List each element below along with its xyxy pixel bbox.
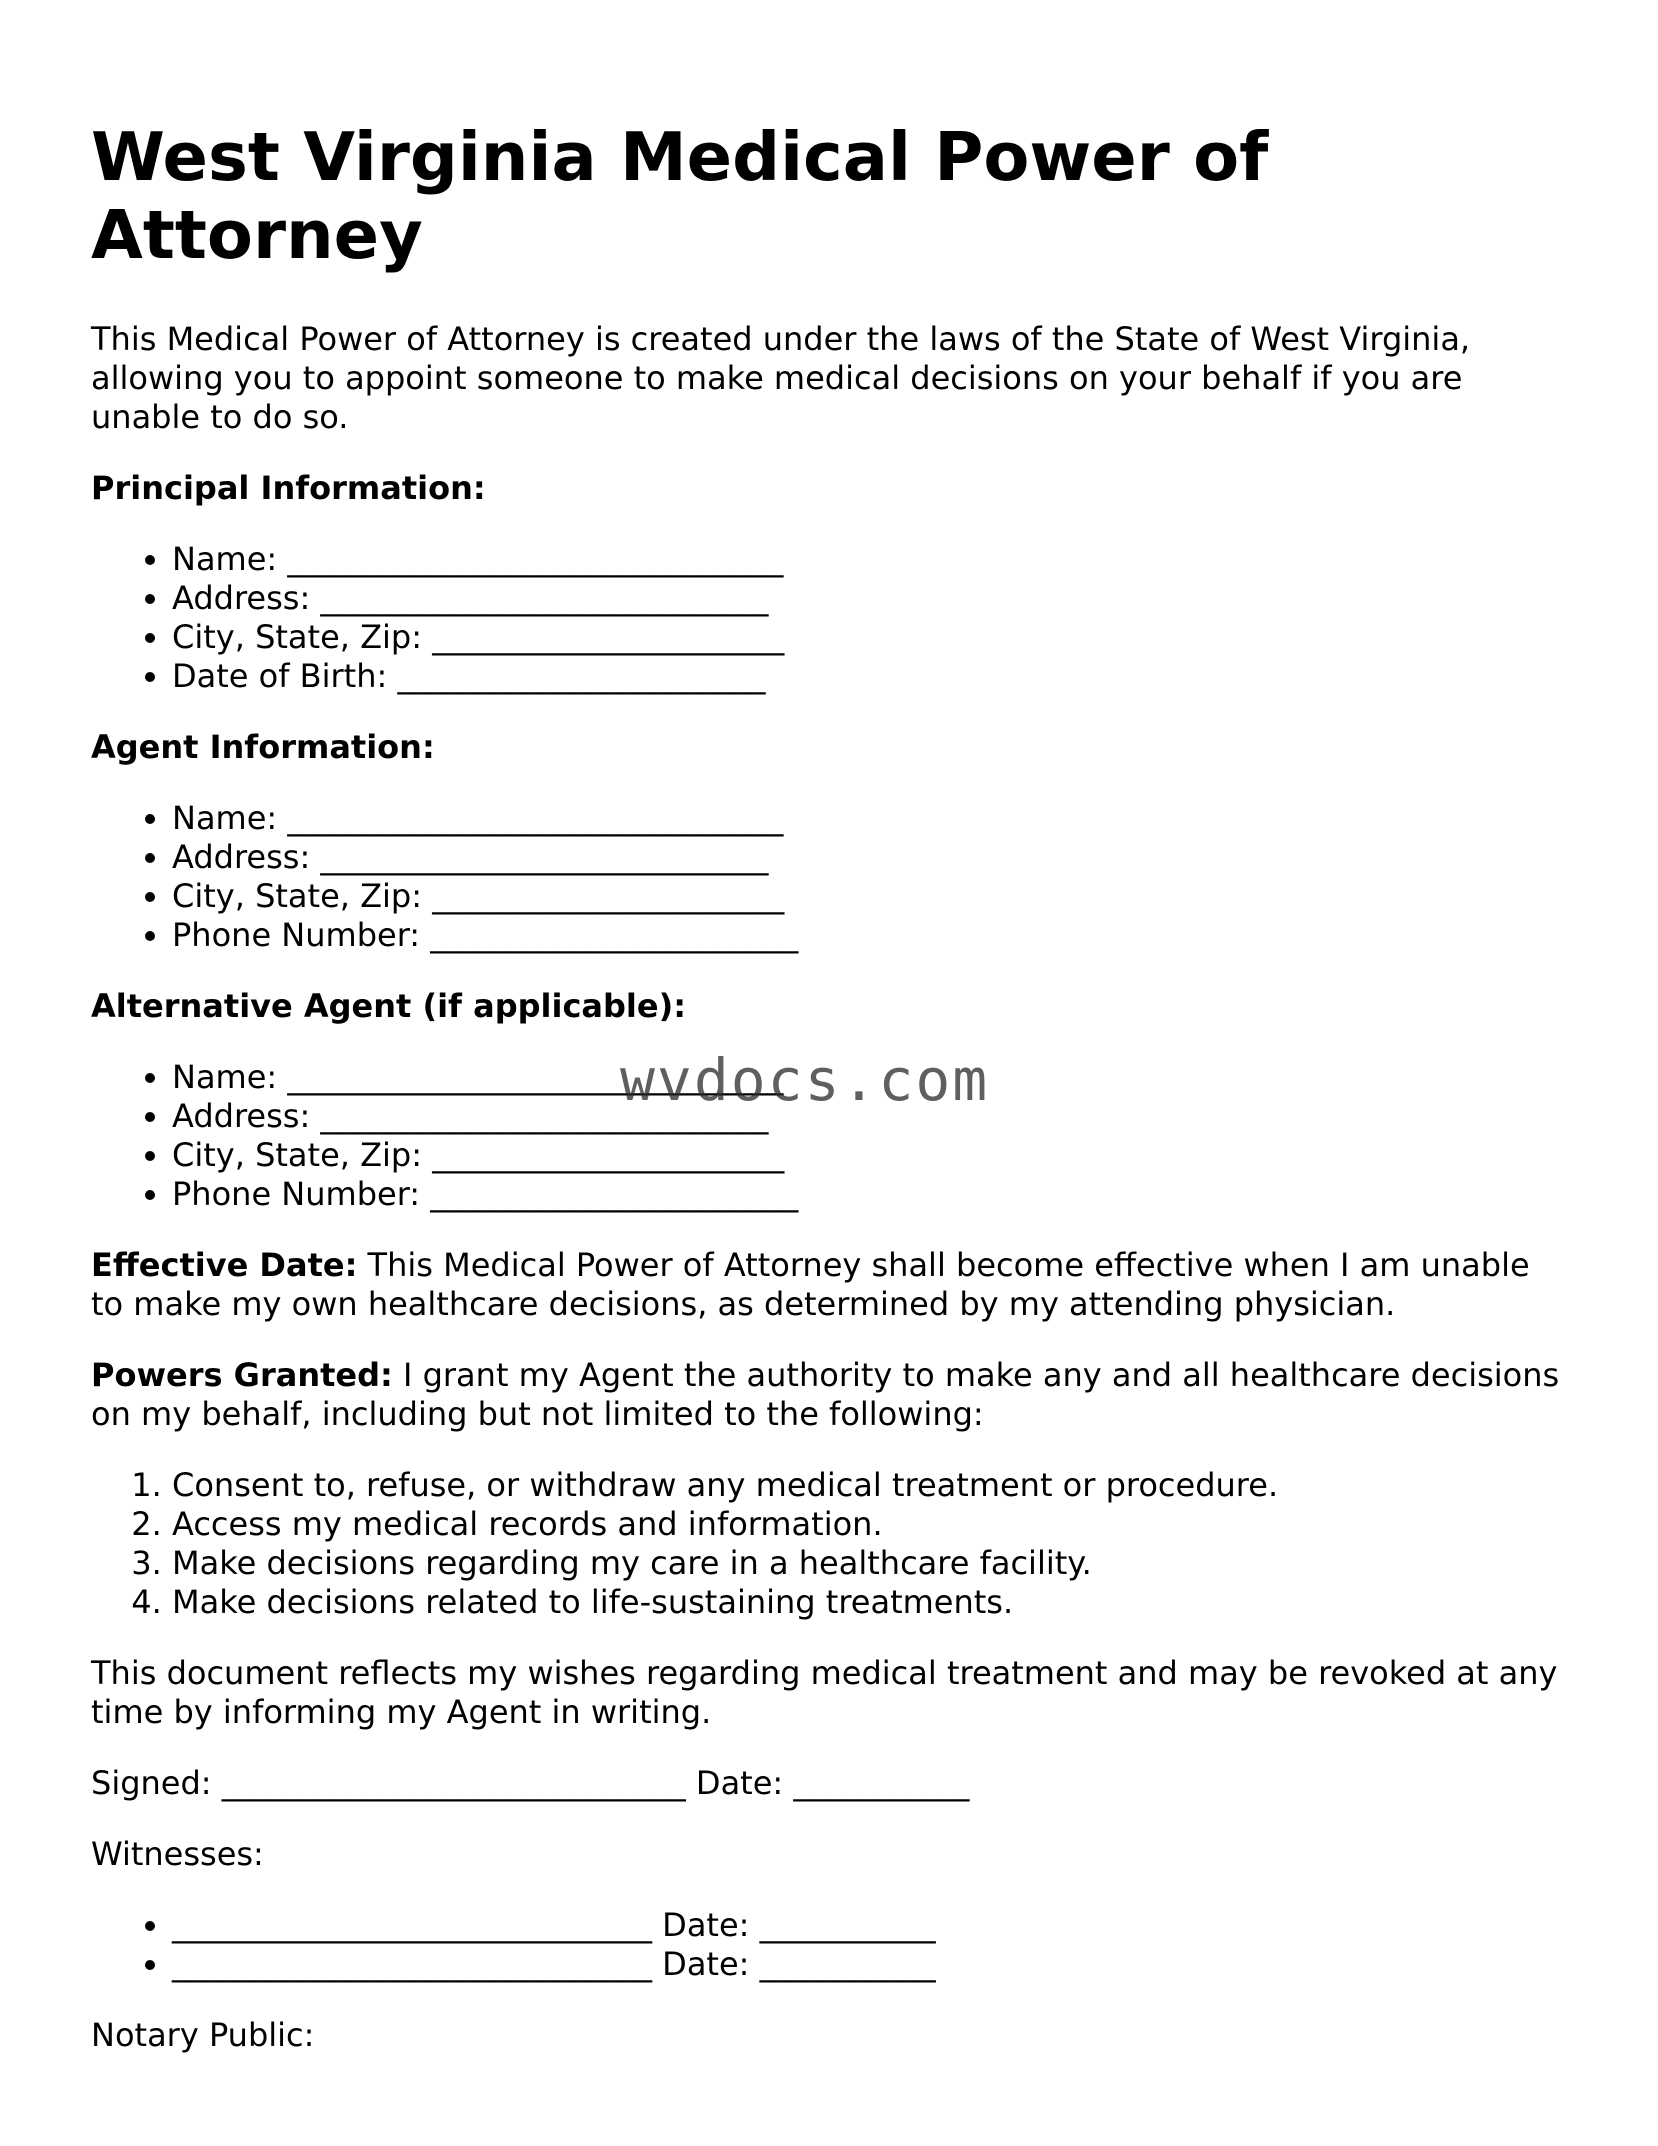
agent-city-state-zip-field[interactable]: • City, State, Zip: ______________________	[172, 877, 1571, 916]
agent-address-field[interactable]: • Address: ____________________________	[172, 838, 1571, 877]
effective-date-text: This Medical Power of Attorney shall become effective when I am unable to make my own healthcare decisions, as determined by my attending physician.	[91, 1246, 1530, 1323]
principal-address-field[interactable]: • Address: ____________________________	[172, 579, 1571, 618]
watermark: wvdocs.com	[620, 1046, 990, 1114]
alternative-agent-phone-field[interactable]: • Phone Number: _______________________	[172, 1175, 1571, 1214]
alternative-agent-city-state-zip-field[interactable]: • City, State, Zip: ______________________	[172, 1136, 1571, 1175]
effective-date-paragraph	[91, 1246, 1571, 1324]
effective-date-label: Effective Date:	[91, 1246, 358, 1284]
witness-signature-line[interactable]: • ______________________________ Date: ___________	[172, 1945, 1571, 1984]
powers-granted-paragraph	[91, 1356, 1571, 1434]
power-item: 2. Access my medical records and information.	[172, 1505, 1571, 1544]
power-item: 4. Make decisions related to life-sustaining treatments.	[172, 1583, 1571, 1622]
intro-paragraph: This Medical Power of Attorney is created under the laws of the State of West Virginia, allowing you to appoint someone to make medical decisions on your behalf if you are unable to do so.	[91, 320, 1471, 436]
agent-field-list	[91, 799, 1571, 955]
witness-list	[91, 1906, 1571, 1984]
alternative-agent-name-field[interactable]: • Name: _______________________________	[172, 1058, 1571, 1097]
principal-name-field[interactable]: • Name: _______________________________	[172, 540, 1571, 579]
alternative-agent-heading: Alternative Agent (if applicable):	[91, 987, 687, 1025]
principal-date-of-birth-field[interactable]: • Date of Birth: _______________________	[172, 657, 1571, 696]
agent-name-field[interactable]: • Name: _______________________________	[172, 799, 1571, 838]
alternative-agent-address-field[interactable]: • Address: ____________________________	[172, 1097, 1571, 1136]
powers-granted-text: I grant my Agent the authority to make any and all healthcare decisions on my behalf, including but not limited to the following:	[91, 1356, 1560, 1433]
agent-heading: Agent Information:	[91, 728, 435, 766]
power-item: 1. Consent to, refuse, or withdraw any medical treatment or procedure.	[172, 1466, 1571, 1505]
signature-line[interactable]: Signed: _____________________________ Date: ___________	[91, 1764, 970, 1802]
power-item: 3. Make decisions regarding my care in a healthcare facility.	[172, 1544, 1571, 1583]
witnesses-label: Witnesses:	[91, 1835, 264, 1873]
notary-label: Notary Public:	[91, 2016, 315, 2054]
principal-heading: Principal Information:	[91, 469, 486, 507]
powers-list	[91, 1466, 1571, 1622]
powers-granted-label: Powers Granted:	[91, 1356, 393, 1394]
revocation-paragraph: This document reflects my wishes regarding medical treatment and may be revoked at any time by informing my Agent in writing.	[91, 1654, 1558, 1731]
agent-phone-field[interactable]: • Phone Number: _______________________	[172, 916, 1571, 955]
witness-signature-line[interactable]: • ______________________________ Date: ___________	[172, 1906, 1571, 1945]
document-title: West Virginia Medical Power of Attorney	[91, 118, 1269, 274]
principal-field-list	[91, 540, 1571, 696]
principal-city-state-zip-field[interactable]: • City, State, Zip: ______________________	[172, 618, 1571, 657]
